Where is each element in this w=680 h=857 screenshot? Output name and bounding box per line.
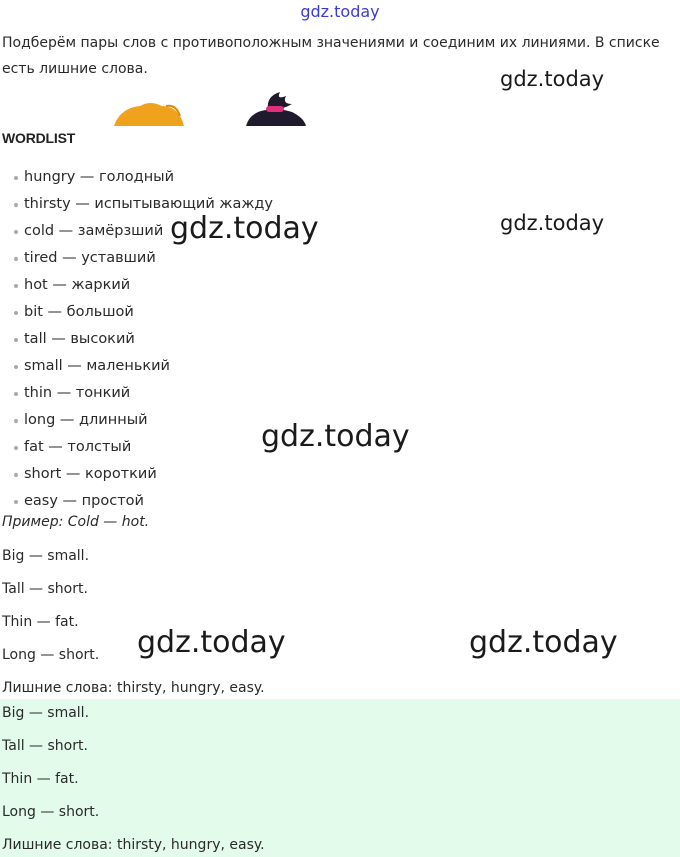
list-item: short — короткий	[0, 461, 273, 488]
watermark: gdz.today	[137, 625, 286, 660]
list-item: long — длинный	[0, 407, 273, 434]
answer-line: Big — small.	[2, 705, 90, 721]
bullet-icon	[14, 230, 18, 234]
watermark: gdz.today	[469, 625, 618, 660]
bullet-icon	[14, 284, 18, 288]
list-item: fat — толстый	[0, 434, 273, 461]
watermark: gdz.today	[261, 419, 410, 454]
extra-words-line: Лишние слова: thirsty, hungry, easy.	[2, 680, 265, 696]
watermark: gdz.today	[500, 67, 605, 91]
list-item: small — маленький	[0, 353, 273, 380]
extra-words-line: Лишние слова: thirsty, hungry, easy.	[2, 837, 265, 853]
bullet-icon	[14, 311, 18, 315]
bullet-icon	[14, 338, 18, 342]
bullet-icon	[14, 500, 18, 504]
list-item: tired — уставший	[0, 245, 273, 272]
highlighted-answer-box	[0, 699, 680, 857]
list-item: easy — простой	[0, 488, 273, 515]
list-item: hot — жаркий	[0, 272, 273, 299]
bullet-icon	[14, 203, 18, 207]
answer-line: Tall — short.	[2, 738, 88, 754]
watermark: gdz.today	[500, 211, 605, 235]
site-logo[interactable]: gdz.today	[300, 2, 380, 21]
bullet-icon	[14, 176, 18, 180]
bullet-icon	[14, 446, 18, 450]
list-item: hungry — голодный	[0, 164, 273, 191]
answer-line: Thin — fat.	[2, 771, 79, 787]
answer-line: Long — short.	[2, 647, 100, 663]
bullet-icon	[14, 419, 18, 423]
answer-line: Big — small.	[2, 548, 90, 564]
wordlist-title: WORDLIST	[2, 130, 76, 146]
bullet-icon	[14, 473, 18, 477]
watermark: gdz.today	[170, 211, 319, 246]
list-item: bit — большой	[0, 299, 273, 326]
list-item: cold — замёрзший	[0, 218, 273, 245]
list-item: thirsty — испытывающий жажду	[0, 191, 273, 218]
example-line: Пример: Cold — hot.	[2, 514, 150, 530]
illustration-kids-heads	[110, 86, 320, 130]
bullet-icon	[14, 365, 18, 369]
list-item: thin — тонкий	[0, 380, 273, 407]
answer-line: Long — short.	[2, 804, 100, 820]
answer-line: Tall — short.	[2, 581, 88, 597]
bullet-icon	[14, 257, 18, 261]
list-item: tall — высокий	[0, 326, 273, 353]
bullet-icon	[14, 392, 18, 396]
task-intro: Подберём пары слов с противоположным значениями и соединим их линиями. В списке есть лишние слова.	[2, 35, 660, 77]
answer-line: Thin — fat.	[2, 614, 79, 630]
